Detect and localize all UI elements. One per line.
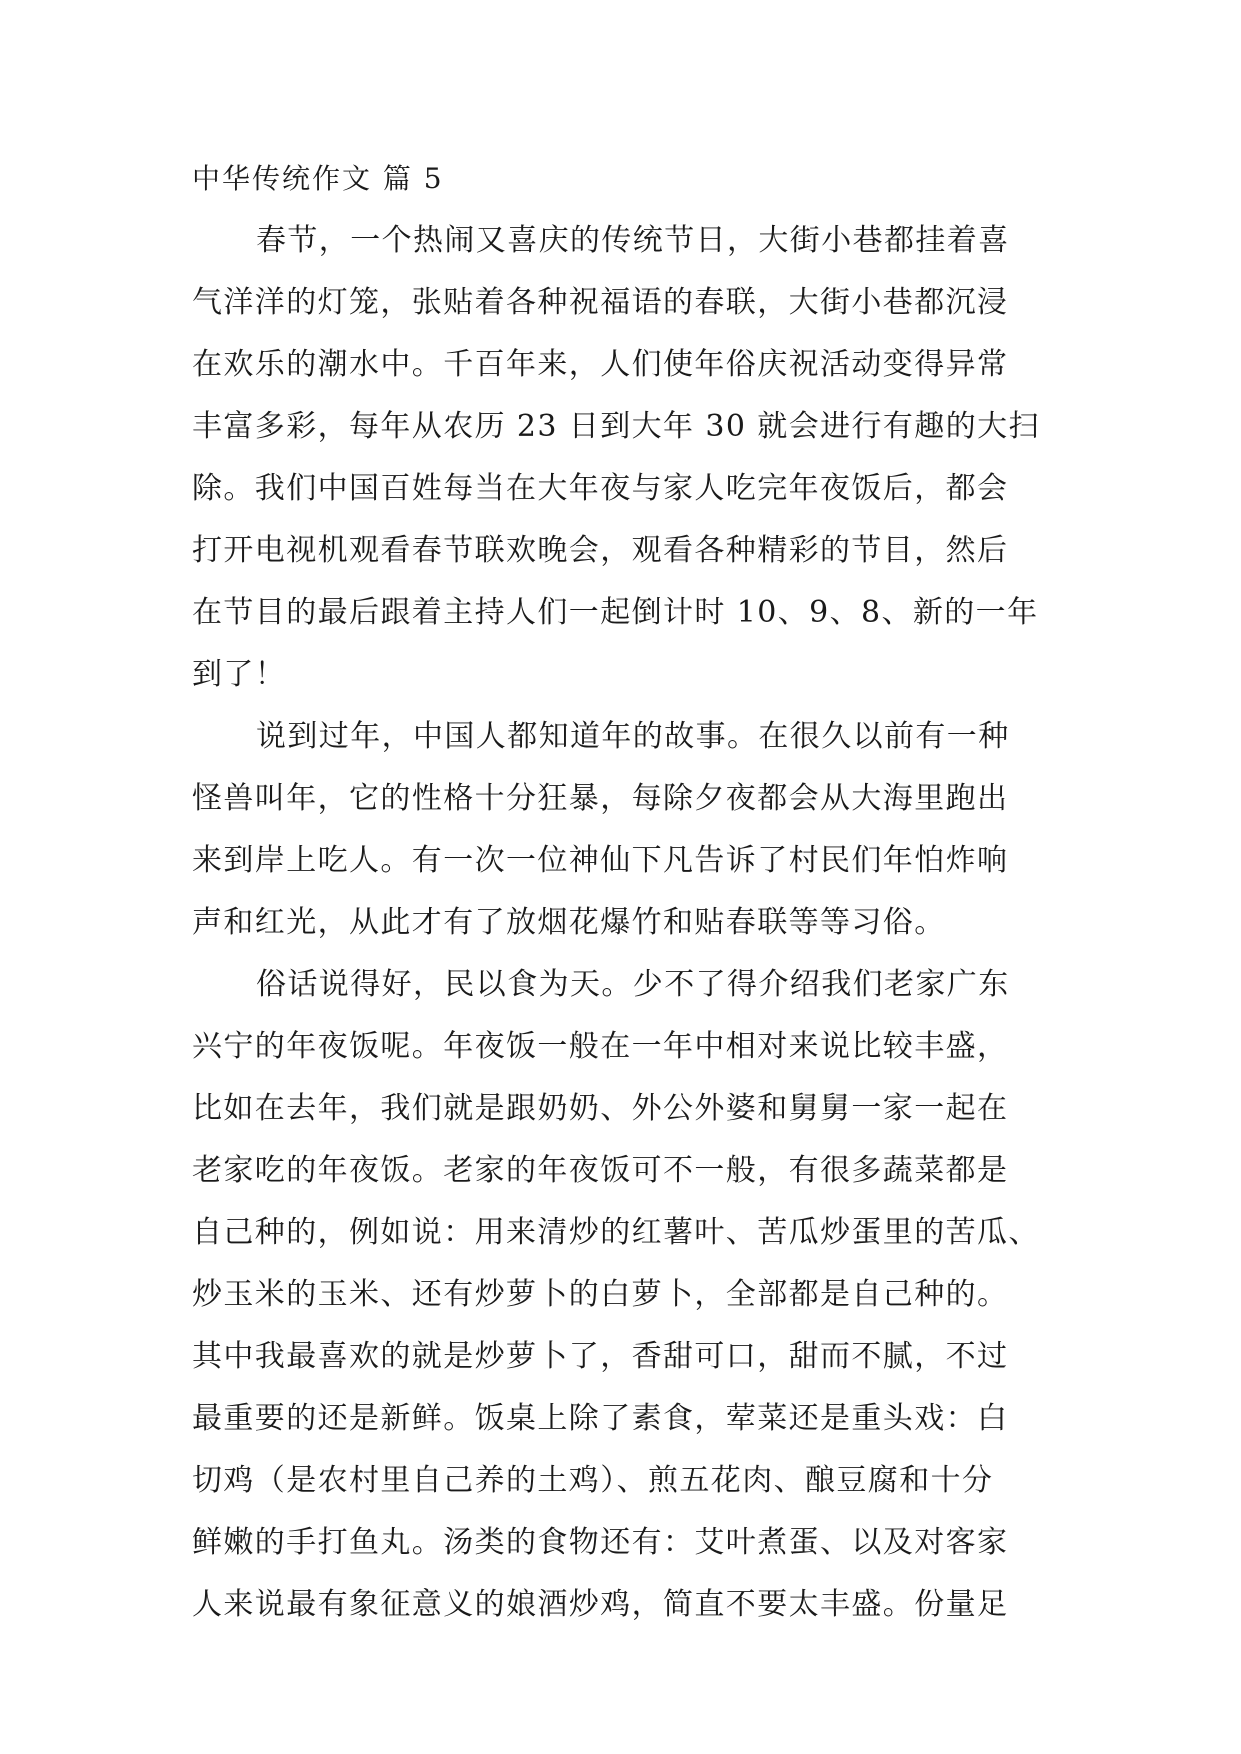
paragraph-line: 炒玉米的玉米、还有炒萝卜的白萝卜，全部都是自己种的。 xyxy=(192,1277,1009,1312)
paragraph-line: 其中我最喜欢的就是炒萝卜了，香甜可口，甜而不腻，不过 xyxy=(192,1339,1009,1374)
paragraph-line: 怪兽叫年，它的性格十分狂暴，每除夕夜都会从大海里跑出 xyxy=(192,781,1009,816)
paragraph-line: 气洋洋的灯笼，张贴着各种祝福语的春联，大街小巷都沉浸 xyxy=(192,285,1009,320)
paragraph-line: 切鸡（是农村里自己养的土鸡）、煎五花肉、酿豆腐和十分 xyxy=(192,1463,994,1498)
paragraph-line: 鲜嫩的手打鱼丸。汤类的食物还有：艾叶煮蛋、以及对客家 xyxy=(192,1525,1009,1560)
paragraph-line: 丰富多彩，每年从农历 23 日到大年 30 就会进行有趣的大扫 xyxy=(192,409,1040,444)
paragraph-line: 声和红光，从此才有了放烟花爆竹和贴春联等等习俗。 xyxy=(192,905,946,940)
paragraph-line: 自己种的，例如说：用来清炒的红薯叶、苦瓜炒蛋里的苦瓜、 xyxy=(192,1215,1040,1250)
paragraph-line: 俗话说得好，民以食为天。少不了得介绍我们老家广东 xyxy=(256,967,1010,1002)
paragraph-line: 老家吃的年夜饭。老家的年夜饭可不一般，有很多蔬菜都是 xyxy=(192,1153,1009,1188)
paragraph-line: 打开电视机观看春节联欢晚会，观看各种精彩的节目，然后 xyxy=(192,533,1009,568)
paragraph-line: 人来说最有象征意义的娘酒炒鸡，简直不要太丰盛。份量足 xyxy=(192,1587,1009,1622)
paragraph-line: 比如在去年，我们就是跟奶奶、外公外婆和舅舅一家一起在 xyxy=(192,1091,1009,1126)
paragraph-line: 在节目的最后跟着主持人们一起倒计时 10、9、8、新的一年 xyxy=(192,595,1039,630)
paragraph-line: 兴宁的年夜饭呢。年夜饭一般在一年中相对来说比较丰盛， xyxy=(192,1029,1009,1064)
paragraph-line: 最重要的还是新鲜。饭桌上除了素食，荤菜还是重头戏：白 xyxy=(192,1401,1009,1436)
paragraph-line: 到了！ xyxy=(192,657,287,692)
paragraph-spring-festival xyxy=(192,210,1072,706)
paragraph-line: 除。我们中国百姓每当在大年夜与家人吃完年夜饭后，都会 xyxy=(192,471,1009,506)
paragraph-line: 在欢乐的潮水中。千百年来，人们使年俗庆祝活动变得异常 xyxy=(192,347,1009,382)
paragraph-nian-legend xyxy=(192,706,1072,954)
paragraph-line: 来到岸上吃人。有一次一位神仙下凡告诉了村民们年怕炸响 xyxy=(192,843,1009,878)
document-body xyxy=(192,148,1072,1636)
paragraph-line: 说到过年，中国人都知道年的故事。在很久以前有一种 xyxy=(256,719,1010,754)
paragraph-line: 春节，一个热闹又喜庆的传统节日，大街小巷都挂着喜 xyxy=(256,223,1010,258)
essay-title: 中华传统作文 篇 5 xyxy=(192,162,444,195)
paragraph-new-year-dinner xyxy=(192,954,1072,1636)
